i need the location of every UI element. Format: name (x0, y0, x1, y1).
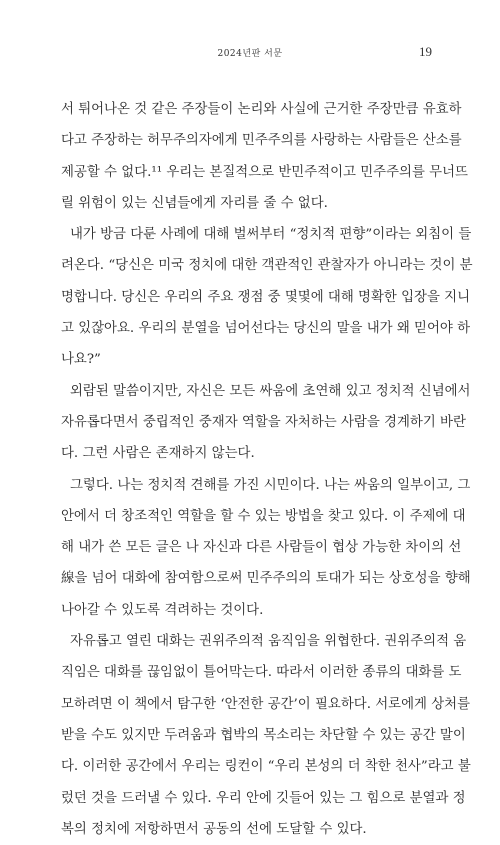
text-line: 외람된 말씀이지만, 자신은 모든 싸움에 초연해 있고 정치적 신념에서 (70, 383, 471, 399)
text-line: 자유롭다면서 중립적인 중재자 역할을 자처하는 사람을 경계하기 바란 (61, 414, 466, 430)
text-line: 서 튀어나온 것 같은 주장들이 논리와 사실에 근거한 주장만큼 유효하 (61, 102, 462, 117)
text-line: 직임은 대화를 끊임없이 틀어막는다. 따라서 이러한 종류의 대화를 도 (61, 665, 462, 681)
text-line: 나아갈 수 있도록 격려하는 것이다. (61, 602, 264, 618)
text-line: 자유롭고 열린 대화는 권위주의적 움직임을 위협한다. 권위주의적 움 (70, 634, 467, 650)
text-line: 렀던 것을 드러낼 수 있다. 우리 안에 깃들어 있는 그 힘으로 분열과 정 (61, 790, 466, 806)
text-line: 명합니다. 당신은 우리의 주요 쟁점 중 몇몇에 대해 명확한 입장을 지니 (61, 289, 471, 305)
paragraph (61, 376, 471, 470)
text-line: 복의 정치에 저항하면서 공동의 선에 도달할 수 있다. (61, 821, 367, 837)
text-line: 릴 위험이 있는 신념들에게 자리를 줄 수 없다. (61, 195, 328, 211)
text-line: 제공할 수 없다.¹¹ 우리는 본질적으로 반민주적이고 민주주의를 무너뜨 (61, 164, 468, 180)
text-line: 내가 방금 다룬 사례에 대해 벌써부터 “정치적 편향”이라는 외침이 들 (70, 227, 472, 243)
page-number: 19 (419, 44, 432, 59)
text-line: 그렇다. 나는 정치적 견해를 가진 시민이다. 나는 싸움의 일부이고, 그 (70, 477, 471, 493)
paragraph (61, 219, 473, 375)
running-title: 2024년판 서문 (217, 49, 283, 59)
text-line: 다. 이러한 공간에서 우리는 링컨이 “우리 본성의 더 착한 천사”라고 불 (61, 759, 471, 775)
text-line: 해 내가 쓴 모든 글은 나 자신과 다른 사람들이 협상 가능한 차이의 선 (61, 540, 462, 556)
text-line: 안에서 더 창조적인 역할을 할 수 있는 방법을 찾고 있다. 이 주제에 대 (61, 508, 466, 524)
text-line: 받을 수도 있지만 두려움과 협박의 목소리는 차단할 수 있는 공간 말이 (61, 727, 466, 743)
text-line: 모하려면 이 책에서 탐구한 ‘안전한 공간’이 필요하다. 서로에게 상처를 (61, 696, 471, 712)
text-line: 다고 주장하는 허무주의자에게 민주주의를 사랑하는 사람들은 산소를 (61, 133, 462, 149)
paragraph (61, 470, 471, 626)
paragraph (61, 94, 468, 219)
running-header (0, 44, 500, 64)
text-line: 고 있잖아요. 우리의 분열을 넘어선다는 당신의 말을 내가 왜 믿어야 하 (61, 321, 471, 337)
paragraph (61, 626, 471, 845)
text-line: 나요?” (61, 352, 101, 368)
text-line: 線을 넘어 대화에 참여함으로써 민주주의의 토대가 되는 상호성을 향해 (61, 571, 471, 587)
text-line: 려온다. “당신은 미국 정치에 대한 객관적인 관찰자가 아니라는 것이 분 (61, 258, 473, 274)
body-text (61, 94, 473, 845)
text-line: 다. 그런 사람은 존재하지 않는다. (61, 446, 255, 462)
